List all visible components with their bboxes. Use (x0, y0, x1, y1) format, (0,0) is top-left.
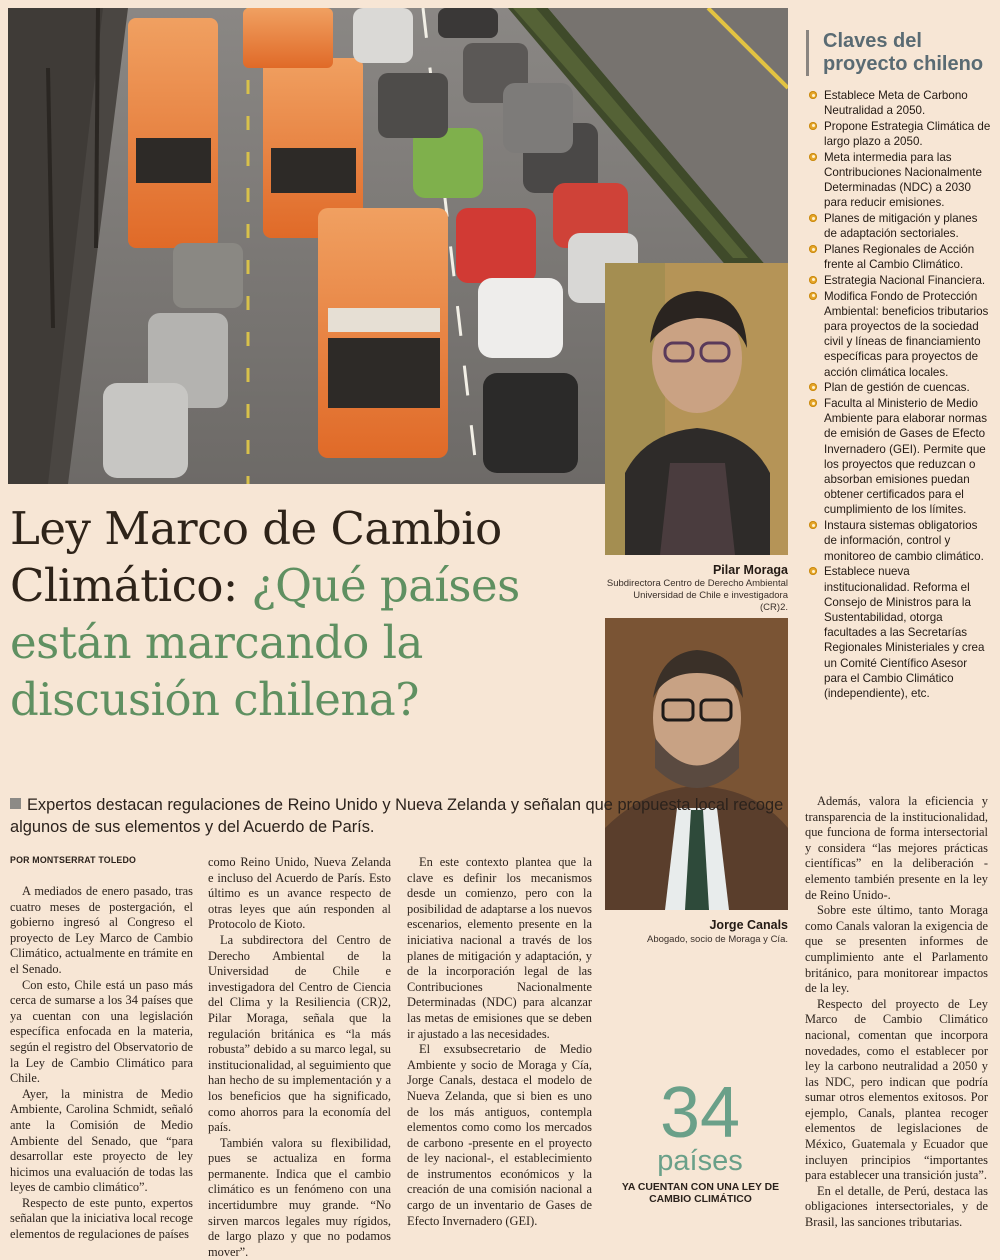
bullet-icon (809, 214, 817, 222)
sidebar-item: Modifica Fondo de Protección Ambiental: beneficios tributarios para proyectos de la sociedad civil y líneas de financiamiento específicas para proyectos de acción climática locales. (806, 289, 992, 380)
paragraph: El exsubsecretario de Medio Ambiente y socio de Moraga y Cía, Jorge Canals, destaca el modelo de Nueva Zelanda, que si bien es uno de los más antiguos, contempla elementos como como los mercados de carbono -presente en el proyecto de ley nacional-, el establecimiento de instrumentos económicos y la creación de una comisión nacional a cargo de un inventario de Gases de Efecto Invernadero (GEI). (407, 1042, 592, 1228)
bullet-icon (809, 276, 817, 284)
paragraph: A mediados de enero pasado, tras cuatro meses de postergación, el gobierno ingresó al Congreso el proyecto de Ley Marco de Cambio Climático, actualmente en trámite en el Senado. (10, 884, 193, 976)
paragraph: En el detalle, de Perú, destaca las obligaciones intersectoriales, y de Brasil, las sanciones tributarias. (805, 1183, 988, 1230)
sidebar-item: Establece Meta de Carbono Neutralidad a 2050. (806, 88, 992, 118)
sidebar-item: Planes de mitigación y planes de adaptación sectoriales. (806, 211, 992, 241)
bullet-icon (809, 383, 817, 391)
bullet-icon (809, 245, 817, 253)
bullet-icon (809, 567, 817, 575)
paragraph: También valora su flexibilidad, pues se actualiza en forma permanente. Indica que el cambio climático es un fenómeno con una incertidumbre muy grande. “No sirven marcos legales muy rígidos, de largo plazo y que no podamos mover”. (208, 1135, 391, 1259)
sidebar-item: Meta intermedia para las Contribuciones Nacionalmente Determinadas (NDC) a 2030 para reducir emisiones. (806, 150, 992, 211)
portrait-role-2: Abogado, socio de Moraga y Cía. (646, 934, 788, 945)
sidebar-item: Planes Regionales de Acción frente al Cambio Climático. (806, 242, 992, 272)
sidebar-item: Faculta al Ministerio de Medio Ambiente para elaborar normas de emisión de Gases de Efecto Invernadero (GEI). Permite que los proyectos que reduzcan o absorban emisiones puedan obtener certificados para el cumplimiento de los límites. (806, 396, 992, 518)
bullet-icon (809, 153, 817, 161)
paragraph: Ayer, la ministra de Medio Ambiente, Carolina Schmidt, señaló ante la Comisión de Medio Ambiente del Senado, que “para desarrollar este proyecto de ley hicimos una evaluación de todas las leyes de cambio climático”. (10, 1086, 193, 1195)
sidebar-box (806, 30, 992, 702)
article-lead: Expertos destacan regulaciones de Reino Unido y Nueva Zelanda y señalan que propuesta local recoge algunos de sus elementos y del Acuerdo de París. (10, 796, 784, 836)
headline-green-part: ¿Qué países están marcando la discusión chilena? (10, 559, 520, 726)
portrait-role-1: Subdirectora Centro de Derecho Ambiental Universidad de Chile e investigadora (CR)2. (606, 578, 788, 613)
body-column-3 (407, 855, 592, 1229)
portrait-photo-jorge-canals (605, 618, 788, 910)
article-headline (10, 500, 600, 728)
bullet-icon (809, 91, 817, 99)
paragraph: Con esto, Chile está un paso más cerca de sumarse a los 34 países que ya cuentan con una legislación específica enfocada en la materia, según el registro del Observatorio de la Ley de Cambio Climático para Chile. (10, 977, 193, 1086)
paragraph: Respecto de este punto, expertos señalan que la iniciativa local recoge elementos de regulaciones de países (10, 1195, 193, 1242)
sidebar-item: Estrategia Nacional Financiera. (806, 273, 992, 288)
paragraph: Respecto del proyecto de Ley Marco de Cambio Climático nacional, comentan que incorpora novedades, como el establecer por ley la carbono neutralidad a 2050 y las NDC, pero indican que podría sumar otros elementos exitosos. Por ejemplo, Canals, plantea recoger elementos de legislaciones de México, Guatemala y Ecuador que incluyen principios “importantes para establecer una transición justa”. (805, 996, 988, 1183)
portrait-name-1: Pilar Moraga (712, 563, 788, 577)
paragraph: La subdirectora del Centro de Derecho Ambiental de la Universidad de Chile e investigadora del Centro de Ciencia del Clima y la Resiliencia (CR)2, Pilar Moraga, señala que la regulación británica es “la más robusta” debido a su marco legal, su institucionalidad, al seguimiento que han hecho de su implementación y a los beneficios que ha significado, como ahorros para la economía del país. (208, 932, 391, 1135)
bullet-icon (809, 292, 817, 300)
body-column-4 (805, 794, 988, 1231)
paragraph: Además, valora la eficiencia y transparencia de la institucionalidad, que funciona de forma intersectorial y considera “las mejores prácticas científicas” en la deliberación -elemento también presente en la ley de Reino Unido-. (805, 794, 988, 902)
highlight-word: países (657, 1145, 743, 1177)
portrait-name-2: Jorge Canals (709, 918, 788, 932)
paragraph: En este contexto plantea que la clave es definir los mecanismos desde un comienzo, pero con la posibilidad de adaptarse a los nuevos escenarios, elemento presente en la iniciativa nacional a través de los planes de mitigación y adaptación, y de la incorporación legal de las Contribuciones Nacionalmente Determinadas (NDC) para alcanzar las metas de emisiones que se deben ir ajustado a las necesidades. (407, 855, 592, 1041)
highlight-caption: YA CUENTAN CON UNA LEY DE CAMBIO CLIMÁTICO (621, 1182, 780, 1205)
square-bullet-icon (10, 798, 21, 809)
sidebar-item: Propone Estrategia Climática de largo plazo a 2050. (806, 119, 992, 149)
body-column-1 (10, 884, 193, 1243)
byline: POR MONTSERRAT TOLEDO (10, 855, 137, 865)
body-column-2 (208, 855, 391, 1260)
sidebar-item: Plan de gestión de cuencas. (806, 380, 992, 395)
sidebar-item: Establece nueva institucionalidad. Reforma el Consejo de Ministros para la Sustentabilidad, otorga facultades a las Secretarías Regionales Ministeriales y crea un Comité Científico Asesor para el Cambio Climático (independiente), etc. (806, 564, 992, 701)
sidebar-list (806, 88, 992, 701)
highlight-number: 34 (659, 1073, 741, 1153)
paragraph: como Reino Unido, Nueva Zelanda e incluso del Acuerdo de París. Esto último es un avance respecto de otras leyes que aún responden al Protocolo de Kioto. (208, 855, 391, 932)
headline-dark-part: Ley Marco de Cambio Climático: (10, 502, 502, 612)
sidebar-item: Instaura sistemas obligatorios de información, control y monitoreo de cambio climático. (806, 518, 992, 564)
bullet-icon (809, 122, 817, 130)
sidebar-title: Claves del proyecto chileno (806, 30, 992, 76)
portrait-photo-pilar-moraga (605, 263, 788, 555)
paragraph: Sobre este último, tanto Moraga como Canals valoran la exigencia de que se presenten informes de cumplimiento ante el Parlamento británico, para monitorear impactos de la ley. (805, 903, 988, 996)
bullet-icon (809, 521, 817, 529)
bullet-icon (809, 399, 817, 407)
